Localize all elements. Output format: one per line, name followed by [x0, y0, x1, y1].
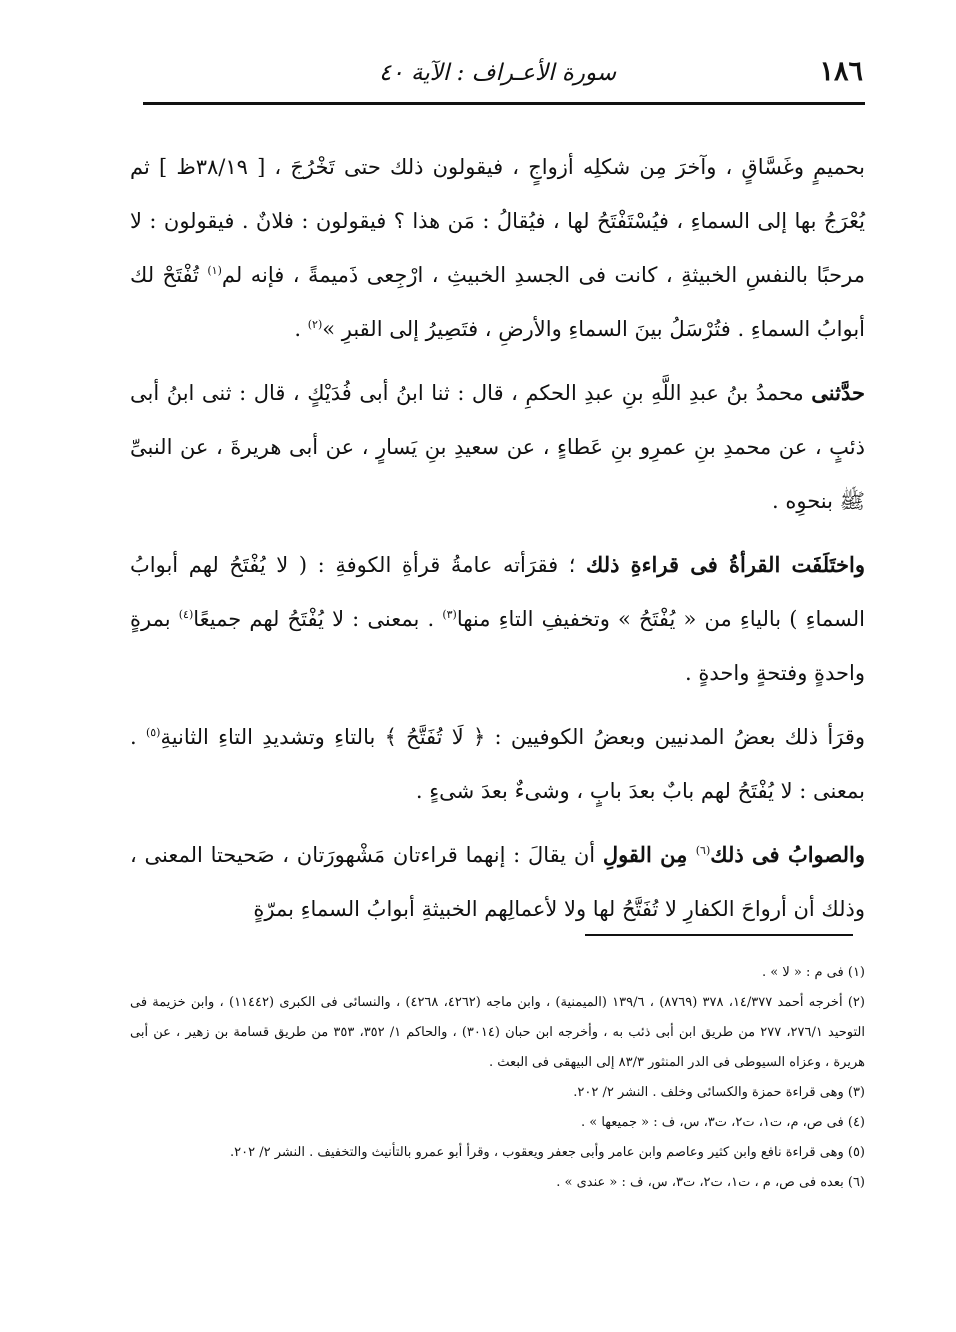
- footnote: (١) فى م : « لا » .: [762, 965, 865, 980]
- paragraph-text: وقرَأ ذلك بعضُ المدنيين وبعضُ الكوفيين : ﴿ لَا تُفَتَّحُ ﴾ بالتاءِ وتشديدِ التاءِ الثانيةِ: [160, 725, 865, 749]
- paragraph-4: [130, 710, 865, 818]
- paragraph-lead: واختَلَفَت القرأةُ فى قراءةِ ذلك: [586, 552, 865, 577]
- paragraph-2: [130, 366, 865, 528]
- page-header: [143, 50, 865, 105]
- footnote-ref: (١): [207, 264, 222, 277]
- footnote-divider: [585, 934, 853, 936]
- footnote: (٤) فى ص، م، ت١، ت٢، ت٣، س، ف : « جميعها » .: [580, 1115, 865, 1130]
- running-head: سورة الأعـراف : الآية ٤٠: [379, 60, 617, 86]
- footnote: (٦) بعده فى ص، م ، ت١، ت٢، ت٣، س، ف : « عندى » .: [556, 1175, 865, 1190]
- footnotes: [130, 958, 865, 1198]
- paragraph-text: بحميمٍ وغَسَّاقٍ ، وآخرَ مِن شكلِه أزواجٍ ، فيقولون ذلك حتى تَخْرُجَ ، [ ٣٨/١٩ظ ] ثم يُعْرَجُ بها إلى السماءِ ، فيُسْتَفْتَحُ لها ، فيُقالُ : مَن هذا ؟ فيقولون : فلانٌ . فيقولون : لا مرحبًا بالنفسِ الخبيثةِ ، كانت فى الجسدِ الخبيثِ ، ارْجِعى ذَميمةً ، فإنه لم: [130, 155, 865, 287]
- paragraph-text: . بمعنى : لا يُفْتَحُ لهم جميعًا: [193, 607, 443, 631]
- paragraph-text: تُفْتَحْ لك أبوابُ السماءِ . فتُرْسَلُ بينَ السماءِ والأرضِ ، فتَصِيرُ إلى القبرِ »: [130, 263, 865, 341]
- paragraph-3: [130, 538, 865, 700]
- paragraph-lead: حدَّثنى: [811, 380, 865, 405]
- footnote-ref: (٦): [695, 844, 711, 857]
- paragraph-lead: والصوابُ فى ذلك: [710, 842, 865, 867]
- page-number: ١٨٦: [819, 56, 863, 87]
- footnote-ref: (٢): [307, 318, 323, 331]
- footnote-ref: (٥): [145, 726, 161, 739]
- footnote: (٥) وهى قراءة نافع وابن كثير وعاصم وابن عامر وأبى جعفر ويعقوب ، وقرأ أبو عمرو بالتأنيث والتخفيف . النشر ٢/ ٢٠٢.: [229, 1145, 865, 1160]
- footnote: (٢) أخرجه أحمد ١٤/٣٧٧، ٣٧٨ (٨٧٦٩) ، ١٣٩/٦ (الميمنية) ، وابن ماجه (٤٢٦٢، ٤٢٦٨) ، والنسائى فى الكبرى (١١٤٤٢) ، وابن خزيمة فى التوحيد ٢٧٦/١، ٢٧٧ من طريق ابن أبى ذئب به ، وأخرجه ابن حبان (٣٠١٤) ، والحاكم ١/ ٣٥٢، ٣٥٣ من طريق قسامة بن زهير ، عن أبى هريرة ، وعزاه السيوطى فى الدر المنثور ٨٣/٣ إلى البيهقى فى البعث .: [130, 995, 866, 1070]
- footnote-ref: (٤): [178, 608, 194, 621]
- paragraph-text: بمرةٍ واحدةٍ وفتحةٍ واحدةٍ .: [130, 607, 865, 685]
- paragraph-text: ؛ فقرَأته عامةُ قرأةِ الكوفةِ : ( لا يُفْتَحُ لهم أبوابُ السماءِ ) بالياءِ من « يُفْتَحُ » وتخفيفِ التاءِ منها: [130, 553, 865, 631]
- paragraph-text: . بمعنى : لا يُفْتَحُ لهم بابٌ بعدَ بابٍ ، وشىءٌ بعدَ شىءٍ .: [130, 725, 865, 803]
- paragraph-lead: مِن القولِ: [602, 842, 696, 867]
- paragraph-5: [130, 828, 865, 936]
- main-text: [130, 140, 865, 946]
- paragraph-text: محمدُ بنُ عبدِ اللَّهِ بنِ عبدِ الحكمِ ، قال : ثنا ابنُ أبى فُدَيْكٍ ، قال : ثنى ابنُ أبى ذئبٍ ، عن محمدِ بنِ عمرِو بنِ عَطاءٍ ، عن سعيدِ بنِ يَسارٍ ، عن أبى هريرةَ ، عن النبىِّ ﷺ بنحوِه .: [130, 381, 865, 513]
- paragraph-1: [130, 140, 865, 356]
- paragraph-text: .: [294, 317, 308, 341]
- footnote-ref: (٣): [442, 608, 457, 621]
- footnote: (٣) وهى قراءة حمزة والكسائى وخلف . النشر ٢/ ٢٠٢.: [573, 1085, 865, 1100]
- paragraph-text: أن يقالَ : إنهما قراءتان مَشْهورَتان ، صَحيحتا المعنى ، وذلك أن أرواحَ الكفارِ لا تُفَتَّحُ لها ولا لأعمالِهم الخبيثةِ أبوابُ السماءِ بمرّةٍ: [130, 843, 865, 921]
